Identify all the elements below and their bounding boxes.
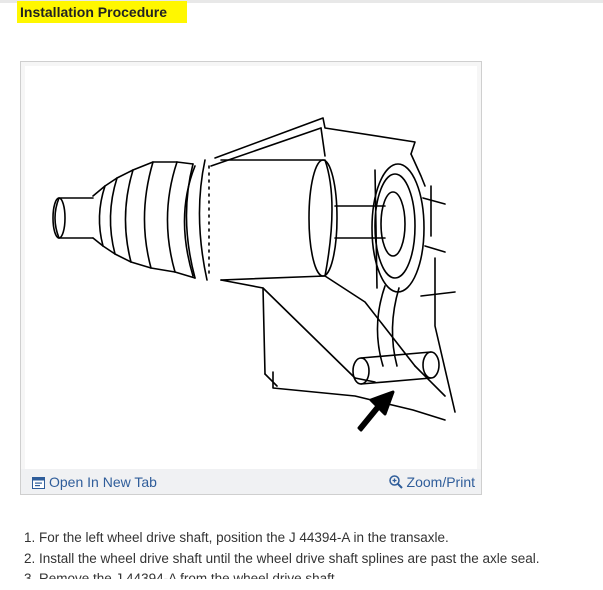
figure-image xyxy=(25,66,477,469)
step-item: 1. For the left wheel drive shaft, position the J 44394-A in the transaxle. xyxy=(24,530,449,545)
section-title: Installation Procedure xyxy=(17,1,187,23)
bottom-clip xyxy=(0,579,603,583)
step-item: 2. Install the wheel drive shaft until the wheel drive shaft splines are past the axle seal. xyxy=(24,550,540,566)
figure-toolbar xyxy=(21,469,481,494)
zoom-print-label: Zoom/Print xyxy=(406,474,475,490)
open-in-new-tab-icon xyxy=(32,477,45,489)
open-in-new-tab-label: Open In New Tab xyxy=(49,474,157,490)
zoom-print-button[interactable] xyxy=(389,473,475,491)
open-in-new-tab-button[interactable] xyxy=(32,473,157,491)
figure-container xyxy=(20,61,482,495)
magnifier-plus-icon xyxy=(389,475,403,489)
drive-shaft-illustration xyxy=(25,66,477,469)
